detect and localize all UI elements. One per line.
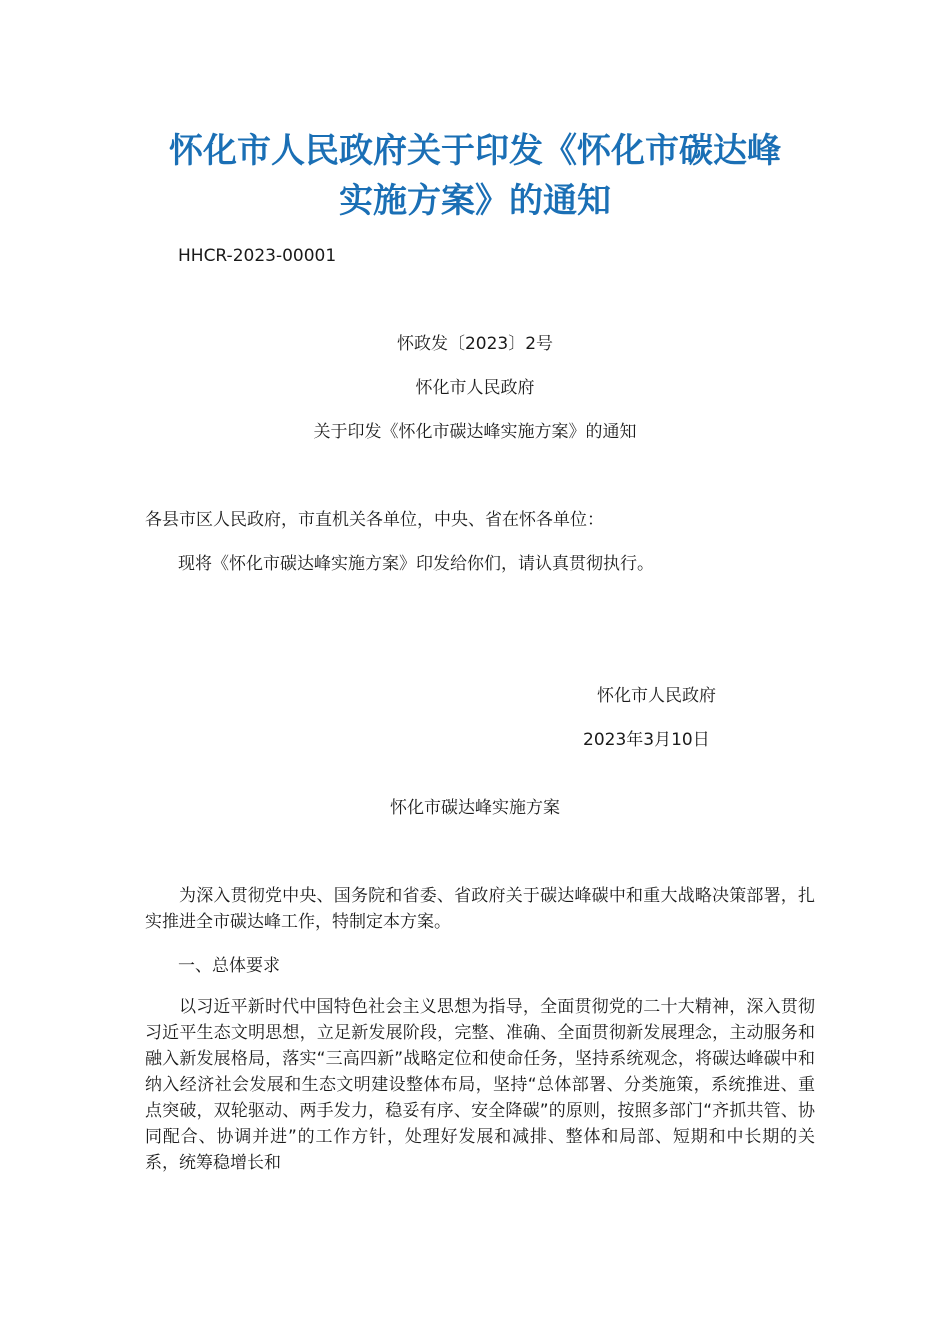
body-text: 现将《怀化市碳达峰实施方案》印发给你们，请认真贯彻执行。 <box>178 554 654 574</box>
section-heading: 一、总体要求 <box>178 956 280 976</box>
document-title-line2: 实施方案》的通知 <box>339 181 611 221</box>
signature: 怀化市人民政府 <box>597 686 716 706</box>
document-number: 怀政发〔2023〕2号 <box>396 334 554 354</box>
intro-paragraph: 为深入贯彻党中央、国务院和省委、省政府关于碳达峰碳中和重大战略决策部署，扎实推进全市碳达峰工作，特制定本方案。 <box>145 886 815 932</box>
addressee-line: 各县市区人民政府，市直机关各单位，中央、省在怀各单位： <box>145 510 604 530</box>
plan-title: 怀化市碳达峰实施方案 <box>390 798 560 818</box>
issue-date: 2023年3月10日 <box>583 730 710 750</box>
notice-title: 关于印发《怀化市碳达峰实施方案》的通知 <box>313 422 637 442</box>
document-title-line1: 怀化市人民政府关于印发《怀化市碳达峰 <box>169 131 781 171</box>
issuer-name: 怀化市人民政府 <box>415 378 535 398</box>
section-paragraph: 以习近平新时代中国特色社会主义思想为指导，全面贯彻党的二十大精神，深入贯彻习近平生态文明思想，立足新发展阶段，完整、准确、全面贯彻新发展理念，主动服务和融入新发展格局，落实“三高四新”战略定位和使命任务，坚持系统观念，将碳达峰碳中和纳入经济社会发展和生态文明建设整体布局，坚持“总体部署、分类施策，系统推进、重点突破，双轮驱动、两手发力，稳妥有序、安全降碳”的原则，按照多部门“齐抓共管、协同配合、协调并进”的工作方针，处理好发展和减排、整体和局部、短期和中长期的关系，统筹稳增长和 <box>145 997 815 1173</box>
document-code: HHCR-2023-00001 <box>178 246 337 266</box>
